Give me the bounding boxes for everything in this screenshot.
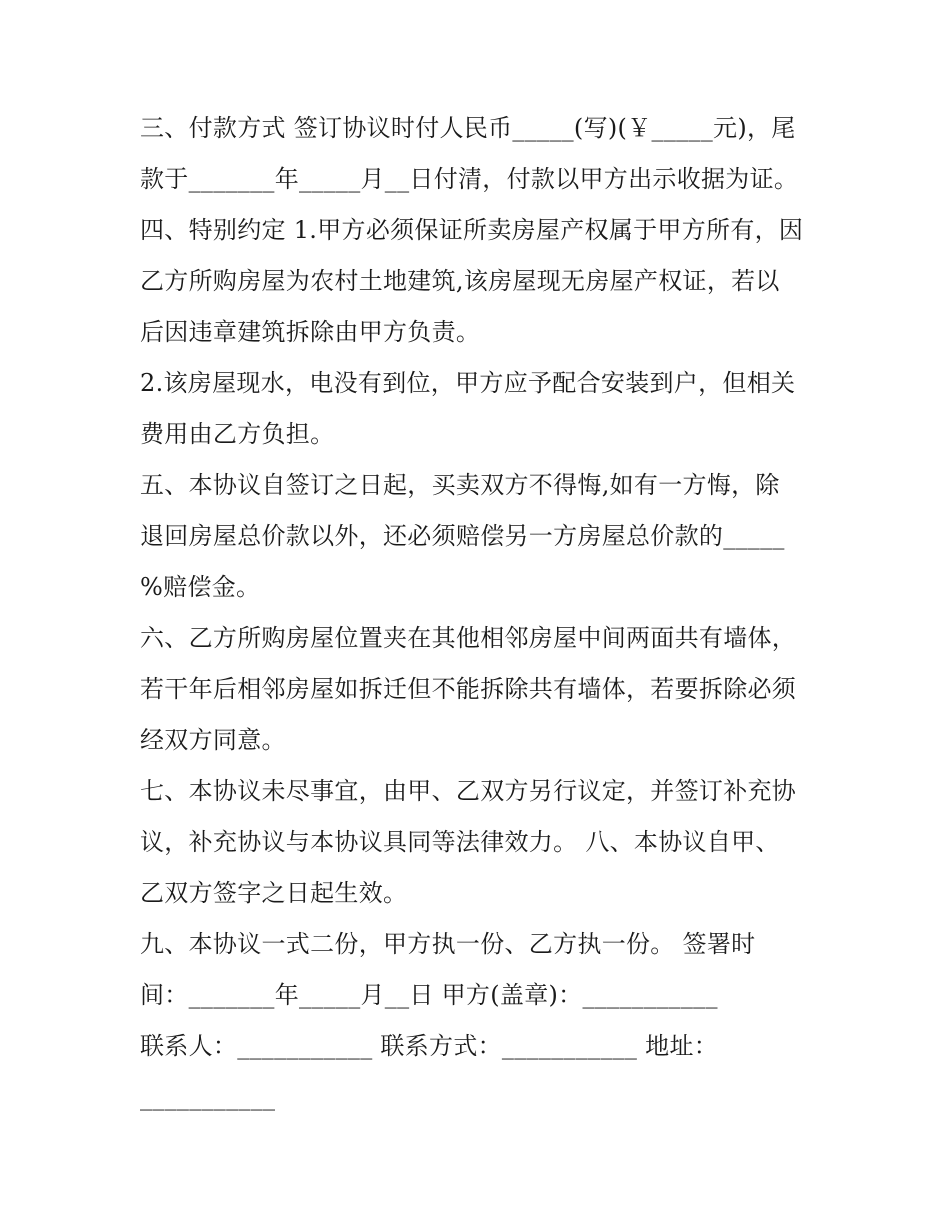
text-line: 乙方所购房屋为农村土地建筑,该房屋现无房屋产权证，若以 xyxy=(140,267,780,295)
text-line: ___________ xyxy=(140,1083,276,1111)
text-line: 联系人：___________ 联系方式：___________ 地址： xyxy=(140,1032,719,1060)
text-line: 2.该房屋现水，电没有到位，甲方应予配合安装到户，但相关 xyxy=(140,369,796,397)
text-line: 九、本协议一式二份，甲方执一份、乙方执一份。 签署时 xyxy=(140,930,756,958)
text-line: 七、本协议未尽事宜，由甲、乙双方另行议定，并签订补充协 xyxy=(140,777,797,805)
text-line: 退回房屋总价款以外，还必须赔偿另一方房屋总价款的_____ xyxy=(140,522,785,550)
text-line: 后因违章建筑拆除由甲方负责。 xyxy=(140,318,481,346)
text-line: 三、付款方式 签订协议时付人民币_____(写)(￥_____元)，尾 xyxy=(140,114,796,142)
text-line: 若干年后相邻房屋如拆迁但不能拆除共有墙体，若要拆除必须 xyxy=(140,675,797,703)
contract-body xyxy=(140,103,820,1123)
text-line: 四、特别约定 1.甲方必须保证所卖房屋产权属于甲方所有，因 xyxy=(140,216,804,244)
text-line: 款于_______年_____月__日付清，付款以甲方出示收据为证。 xyxy=(140,165,799,193)
text-line: 乙双方签字之日起生效。 xyxy=(140,879,408,907)
text-line: 费用由乙方负担。 xyxy=(140,420,335,448)
text-line: 间：_______年_____月__日 甲方(盖章)：___________ xyxy=(140,981,718,1009)
text-line: 五、本协议自签订之日起，买卖双方不得悔,如有一方悔，除 xyxy=(140,471,780,499)
text-line: 经双方同意。 xyxy=(140,726,286,754)
text-line: 六、乙方所购房屋位置夹在其他相邻房屋中间两面共有墙体， xyxy=(140,624,797,652)
text-line: %赔偿金。 xyxy=(140,573,261,601)
text-line: 议，补充协议与本协议具同等法律效力。 八、本协议自甲、 xyxy=(140,828,780,856)
